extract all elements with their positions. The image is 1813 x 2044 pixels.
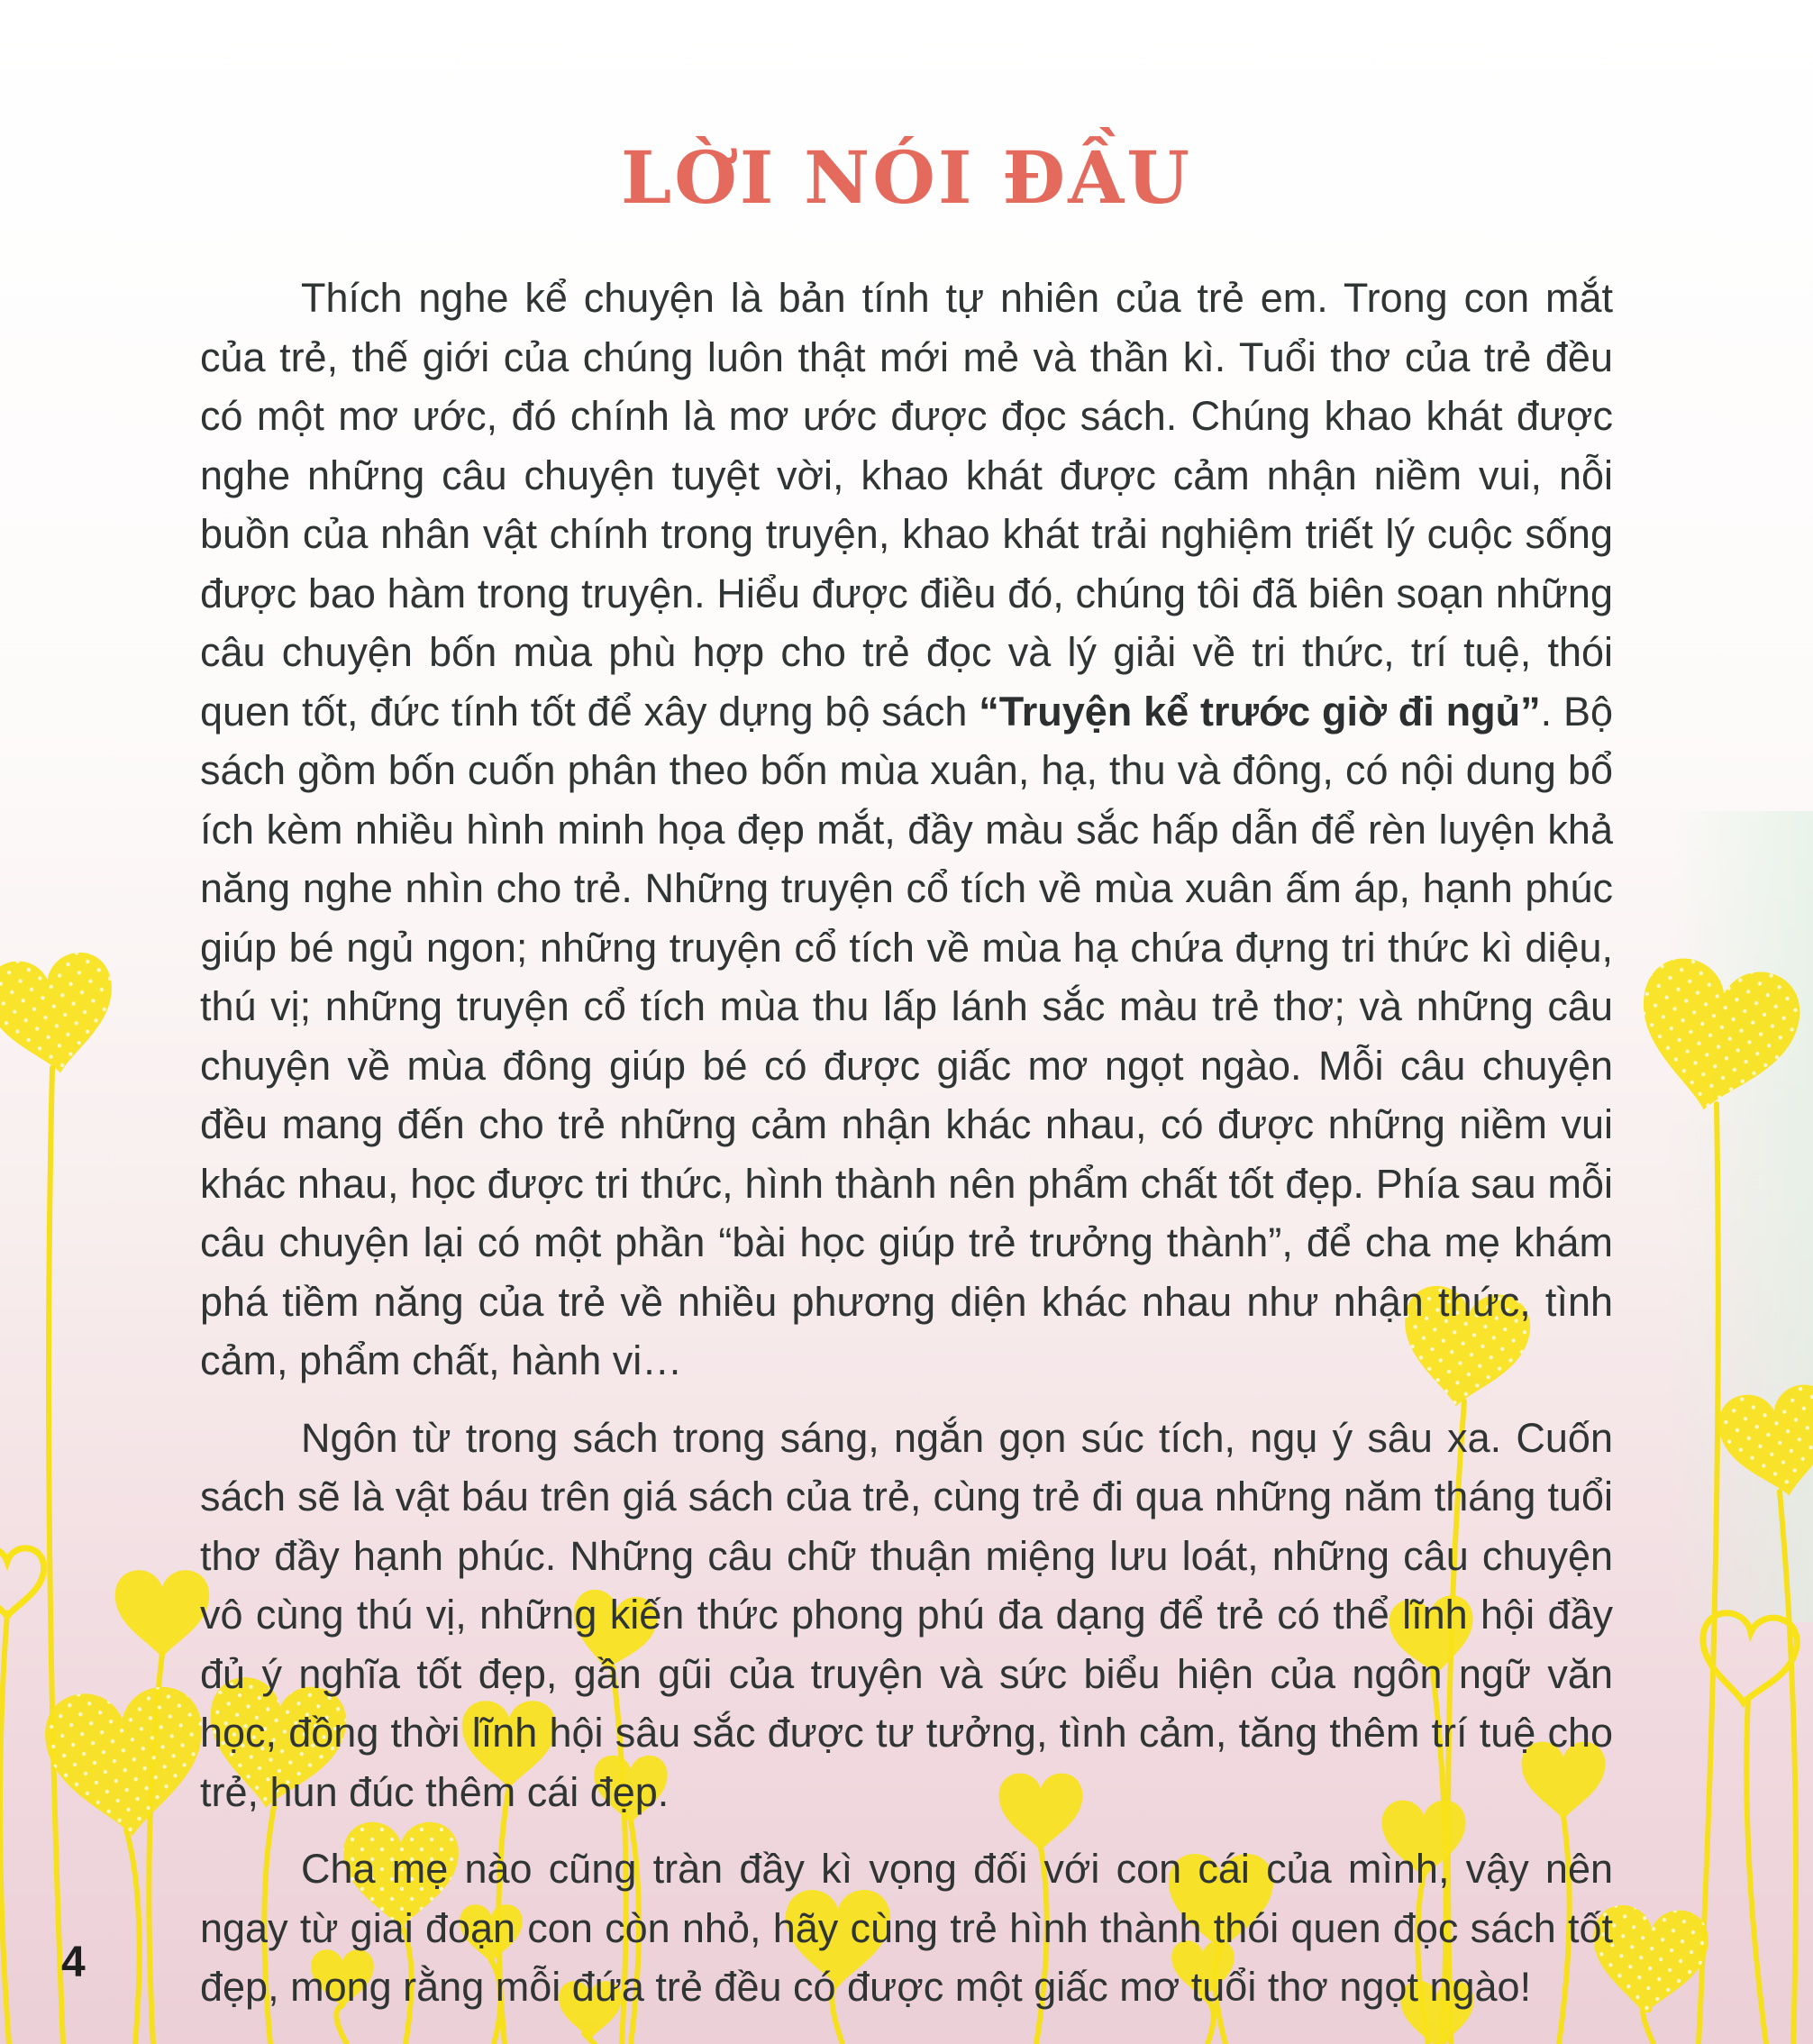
heart-balloon-icon: [0, 1548, 44, 1617]
heart-balloon-icon: [1714, 1381, 1813, 1506]
heart-balloon-stem: [1746, 1699, 1766, 2044]
page-number: 4: [61, 1939, 86, 1986]
heart-balloon-icon: [115, 1570, 210, 1657]
paragraph-1: [200, 269, 1613, 1391]
paragraph-2: Ngôn từ trong sách trong sáng, ngắn gọn súc tích, ngụ ý sâu xa. Cuốn sách sẽ là vật báu trên giá sách của trẻ, cùng trẻ đi qua những năm tháng tuổi thơ đầy hạnh phúc. Những câu chữ thuận miệng lưu loát, những câu chuyện vô cùng thú vị, những kiến thức phong phú đa dạng để trẻ có thể lĩnh hội đầy đủ ý nghĩa tốt đẹp, gần gũi của truyện và sức biểu hiện của ngôn ngữ văn học, đồng thời lĩnh hội sâu sắc được tư tưởng, tình cảm, tăng thêm trí tuệ cho trẻ, hun đúc thêm cái đẹp.: [200, 1414, 1613, 1815]
paragraph-3: Cha mẹ nào cũng tràn đầy kì vọng đối với con cái của mình, vậy nên ngay từ giai đoạn con còn nhỏ, hãy cùng trẻ hình thành thói quen đọc sách tốt đẹp, mong rằng mỗi đứa trẻ đều có được một giấc mơ tuổi thơ ngọt ngào!: [200, 1846, 1613, 2010]
heart-balloon-stem: [126, 1830, 140, 2044]
paragraph-1-rest: . Bộ sách gồm bốn cuốn phân theo bốn mùa xuân, hạ, thu và đông, có nội dung bổ ích kèm nhiều hình minh họa đẹp mắt, đầy màu sắc hấp dẫn để rèn luyện khả năng nghe nhìn cho trẻ. Những truyện cổ tích về mùa xuân ấm áp, hạnh phúc giúp bé ngủ ngon; những truyện cổ tích về mùa hạ chứa đựng tri thức kì diệu, thú vị; những truyện cổ tích mùa thu lấp lánh sắc màu trẻ thơ; và những câu chuyện về mùa đông giúp bé có được giấc mơ ngọt ngào. Mỗi câu chuyện đều mang đến cho trẻ những cảm nhận khác nhau, có được những niềm vui khác nhau, học được tri thức, hình thành nên phẩm chất tốt đẹp. Phía sau mỗi câu chuyện lại có một phần “bài học giúp trẻ trưởng thành”, để cha mẹ khám phá tiềm năng của trẻ về nhiều phương diện khác nhau như nhận thức, tình cảm, phẩm chất, hành vi…: [200, 688, 1613, 1383]
heart-balloon-stem: [1699, 1104, 1718, 2044]
heart-balloon-stem: [1780, 1492, 1796, 2044]
preface-body: [200, 269, 1613, 2035]
heart-balloon-icon: [41, 1684, 211, 1843]
page-title: LỜI NÓI ĐẦU: [620, 135, 1193, 220]
heart-balloon-icon: [0, 948, 123, 1081]
heart-balloon-stem: [49, 1068, 63, 2044]
book-series-title: “Truyện kể trước giờ đi ngủ”: [979, 688, 1541, 735]
heart-balloon-icon: [1626, 953, 1807, 1124]
paragraph-1-intro: Thích nghe kể chuyện là bản tính tự nhiên của trẻ em. Trong con mắt của trẻ, thế giới của chúng luôn thật mới mẻ và thần kì. Tuổi thơ của trẻ đều có một mơ ước, đó chính là mơ ước được đọc sách. Chúng khao khát được nghe những câu chuyện tuyệt vời, khao khát được cảm nhận niềm vui, nỗi buồn của nhân vật chính trong truyện, khao khát trải nghiệm triết lý cuộc sống được bao hàm trong truyện. Hiểu được điều đó, chúng tôi đã biên soạn những câu chuyện bốn mùa phù hợp cho trẻ đọc và lý giải về tri thức, trí tuệ, thói quen tốt, đức tính tốt để xây dựng bộ sách: [200, 275, 1613, 735]
heart-balloon-stem: [0, 1613, 9, 2044]
